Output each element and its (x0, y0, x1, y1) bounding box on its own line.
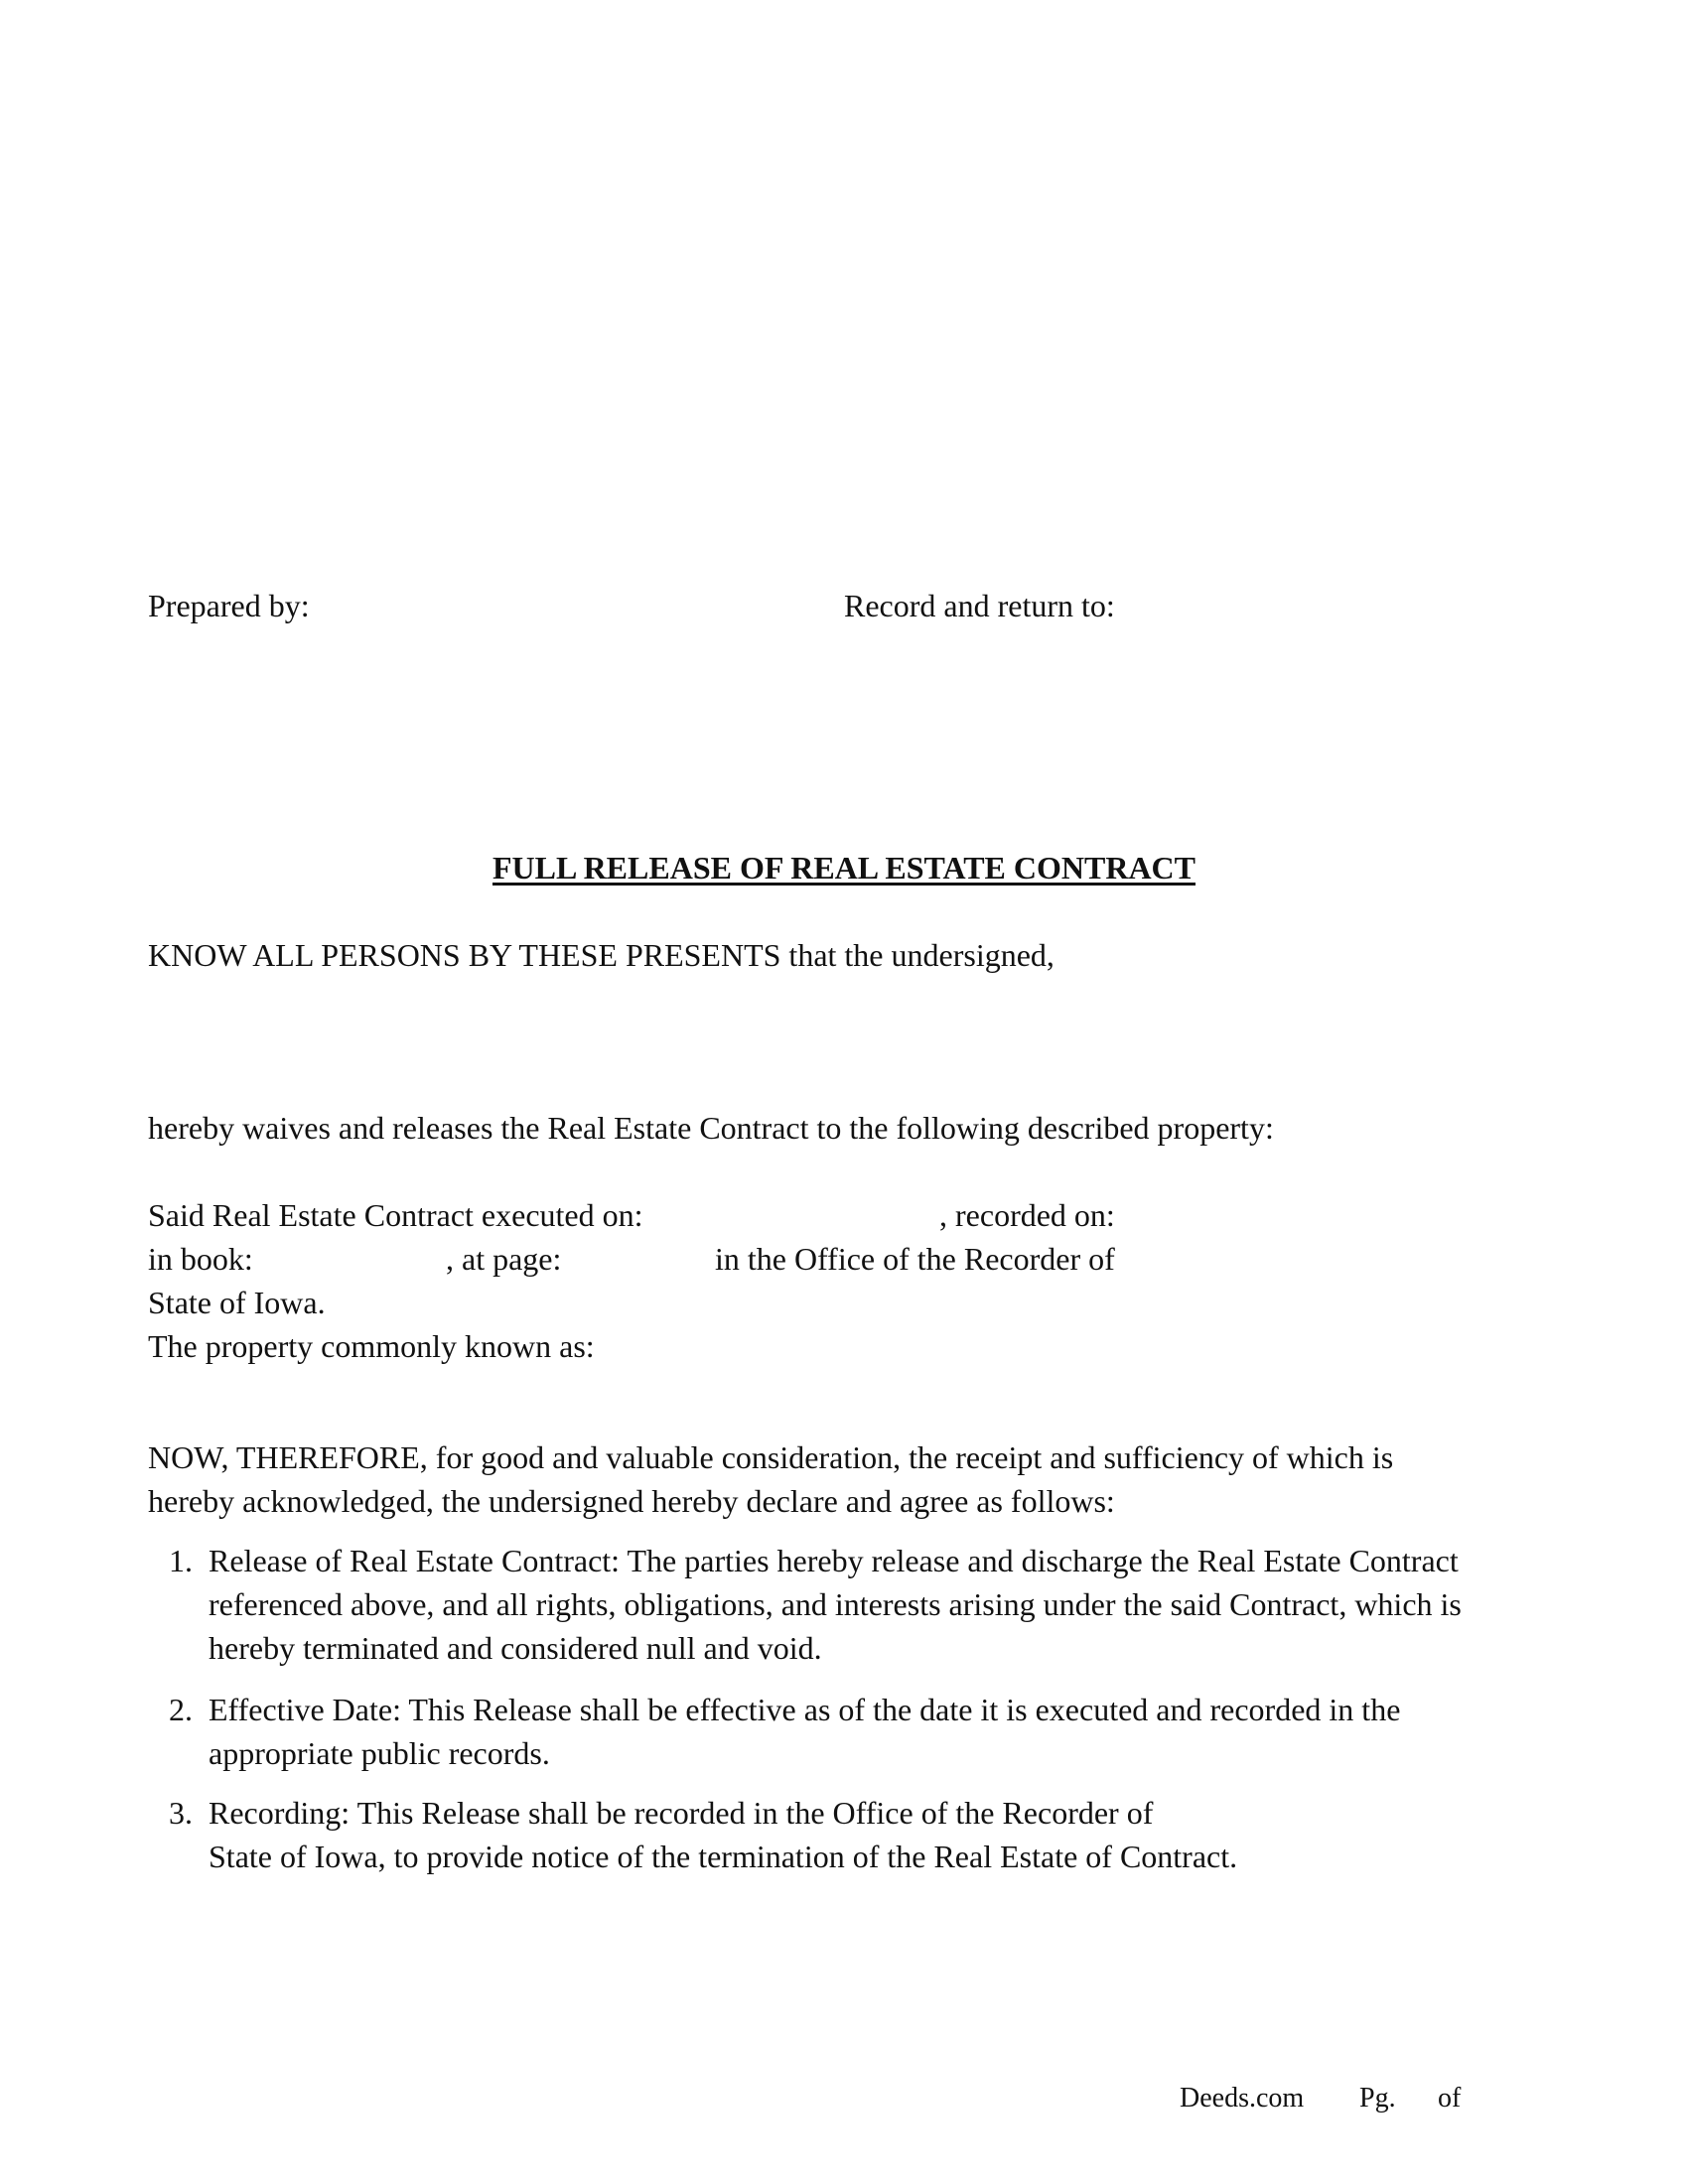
property-label: The property commonly known as: (148, 1328, 595, 1364)
page-label: , at page: (446, 1241, 562, 1277)
now-therefore-line1: NOW, THEREFORE, for good and valuable consideration, the receipt and sufficiency of which is (148, 1439, 1394, 1475)
list-number: 1. (169, 1543, 193, 1578)
intro-text: KNOW ALL PERSONS BY THESE PRESENTS that the undersigned, (148, 937, 1055, 973)
list-text-line1: Recording: This Release shall be recorded in the Office of the Recorder of (209, 1795, 1154, 1831)
state-label: State of Iowa. (148, 1285, 326, 1320)
prepared-by-label: Prepared by: (148, 588, 310, 623)
footer-of-label: of (1438, 2083, 1462, 2114)
list-item (169, 1539, 1529, 1670)
list-text: Release of Real Estate Contract: The parties hereby release and discharge the Real Estate Contract referenced above, and all rights, obligations, and interests arising under the said Contract, which is hereby terminated and considered null and void. (209, 1543, 1462, 1666)
footer-brand: Deeds.com (1180, 2083, 1305, 2114)
list-text: Effective Date: This Release shall be effective as of the date it is executed and recorded in the appropriate public records. (209, 1692, 1401, 1771)
now-therefore-line2: hereby acknowledged, the undersigned hereby declare and agree as follows: (148, 1483, 1115, 1519)
list-number: 2. (169, 1692, 193, 1727)
book-label: in book: (148, 1241, 253, 1277)
waiver-text: hereby waives and releases the Real Estate Contract to the following described property: (148, 1110, 1274, 1146)
list-number: 3. (169, 1795, 193, 1831)
document-title: FULL RELEASE OF REAL ESTATE CONTRACT (492, 850, 1196, 886)
recorded-on-label: , recorded on: (939, 1197, 1115, 1233)
list-item (169, 1688, 1529, 1775)
list-text-line2: State of Iowa, to provide notice of the termination of the Real Estate of Contract. (209, 1839, 1238, 1874)
list-item (169, 1791, 1529, 1878)
executed-on-label: Said Real Estate Contract executed on: (148, 1197, 643, 1233)
footer-page-label: Pg. (1359, 2083, 1396, 2114)
office-label: in the Office of the Recorder of (715, 1241, 1115, 1277)
record-return-label: Record and return to: (844, 588, 1115, 623)
